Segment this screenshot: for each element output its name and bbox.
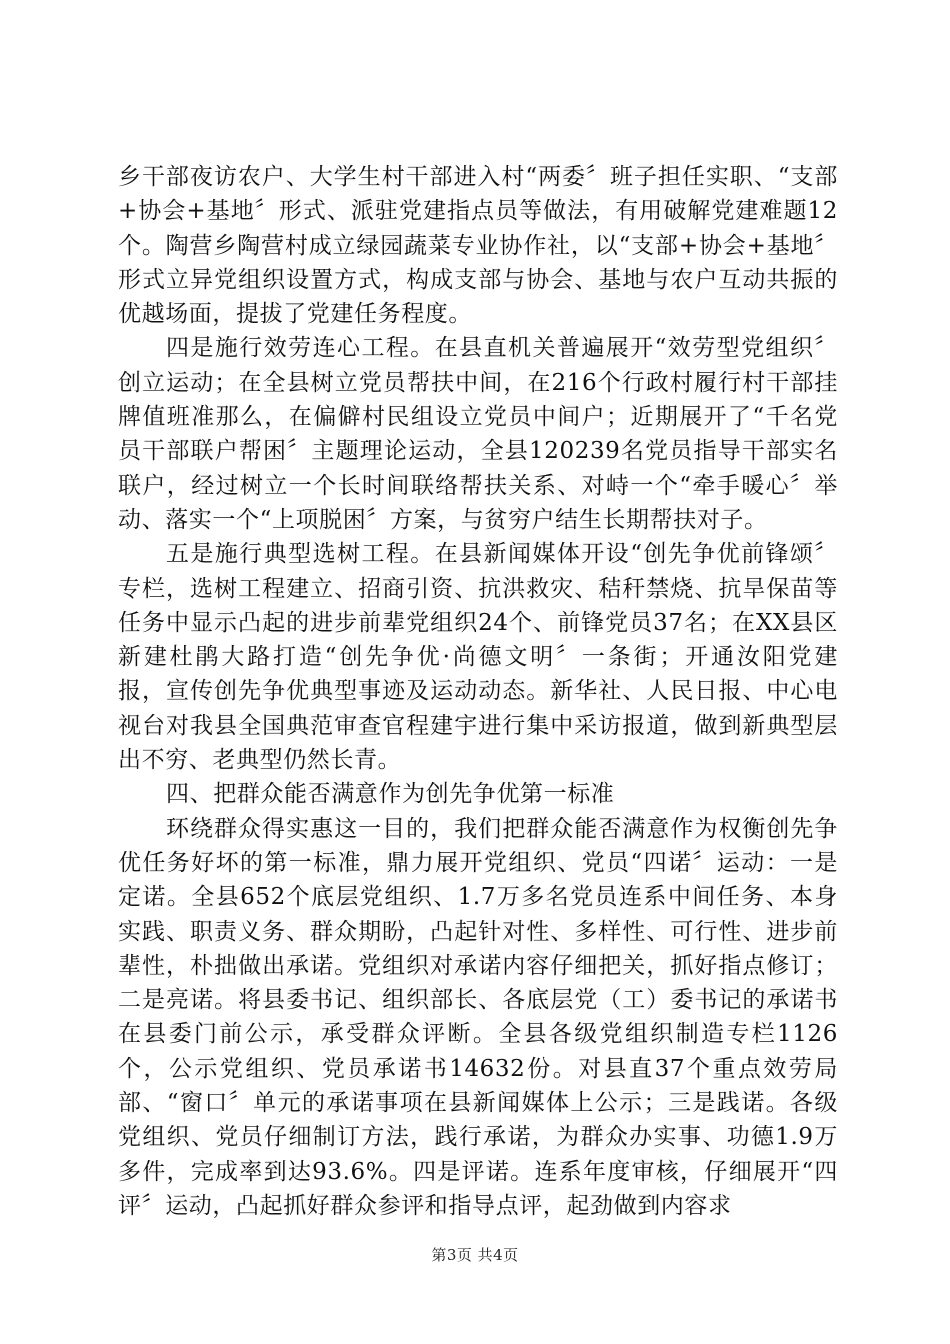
paragraph-2: 四是施行效劳连心工程。在县直机关普遍展开“效劳型党组织〞创立运动；在全县树立党员帮扶中间，在216个行政村履行村干部挂牌值班准那么，在偏僻村民组设立党员中间户；近期展开了“千名党员干部联户帮困〞主题理论运动，全县120239名党员指导干部实名联户，经过树立一个长时间联络帮扶关系、对峙一个“牵手暖心〞举动、落实一个“上项脱困〞方案，与贫穷户结生长期帮扶对子。 [118, 335, 838, 533]
page-number-footer: 第3页 共4页 [431, 1246, 519, 1264]
paragraph-3: 五是施行典型选树工程。在县新闻媒体开设“创先争优前锋颂〞专栏，选树工程建立、招商引资、抗洪救灾、秸秆禁烧、抗旱保苗等任务中显示凸起的进步前辈党组织24个、前锋党员37名；在XX县区新建杜鹃大路打造“创先争优·尚德文明〞一条街；开通汝阳党建 报，宣传创先争优典型事迹及运动动态。新华社、人民日报、中心电视台对我县全国典范审查官程建宇进行集中采访报道，做到新典型层出不穷、老典型仍然长青。 [118, 541, 870, 774]
section-heading: 四、把群众能否满意作为创先争优第一标准 [166, 781, 615, 808]
document-body [118, 160, 870, 1223]
paragraph-1: 乡干部夜访农户、大学生村干部进入村“两委〞班子担任实职、“支部+协会+基地〞形式、派驻党建指点员等做法，有用破解党建难题12个。陶营乡陶营村成立绿园蔬菜专业协作社，以“支部+协会+基地〞形式立异党组织设置方式，构成支部与协会、基地与农户互动共振的优越场面，提拔了党建任务程度。 [118, 164, 838, 328]
paragraph-4: 环绕群众得实惠这一目的，我们把群众能否满意作为权衡创先争优任务好坏的第一标准，鼎力展开党组织、党员“四诺〞运动：一是定诺。全县652个底层党组织、1.7万多名党员连系中间任务、本身实践、职责义务、群众期盼，凸起针对性、多样性、可行性、进步前辈性，朴拙做出承诺。党组织对承诺内容仔细把关，抓好指点修订；二是亮诺。将县委书记、组织部长、各底层党（工）委书记的承诺书在县委门前公示，承受群众评断。全县各级党组织制造专栏1126个，公示党组织、党员承诺书14632份。对县直37个重点效劳局部、“窗口〞单元的承诺事项在县新闻媒体上公示；三是践诺。各级党组织、党员仔细制订方法，践行承诺，为群众办实事、功德1.9万多件，完成率到达93.6%。四是评诺。连系年度审核，仔细展开“四评〞运动，凸起抓好群众参评和指导点评，起劲做到内容求 [118, 815, 838, 1219]
